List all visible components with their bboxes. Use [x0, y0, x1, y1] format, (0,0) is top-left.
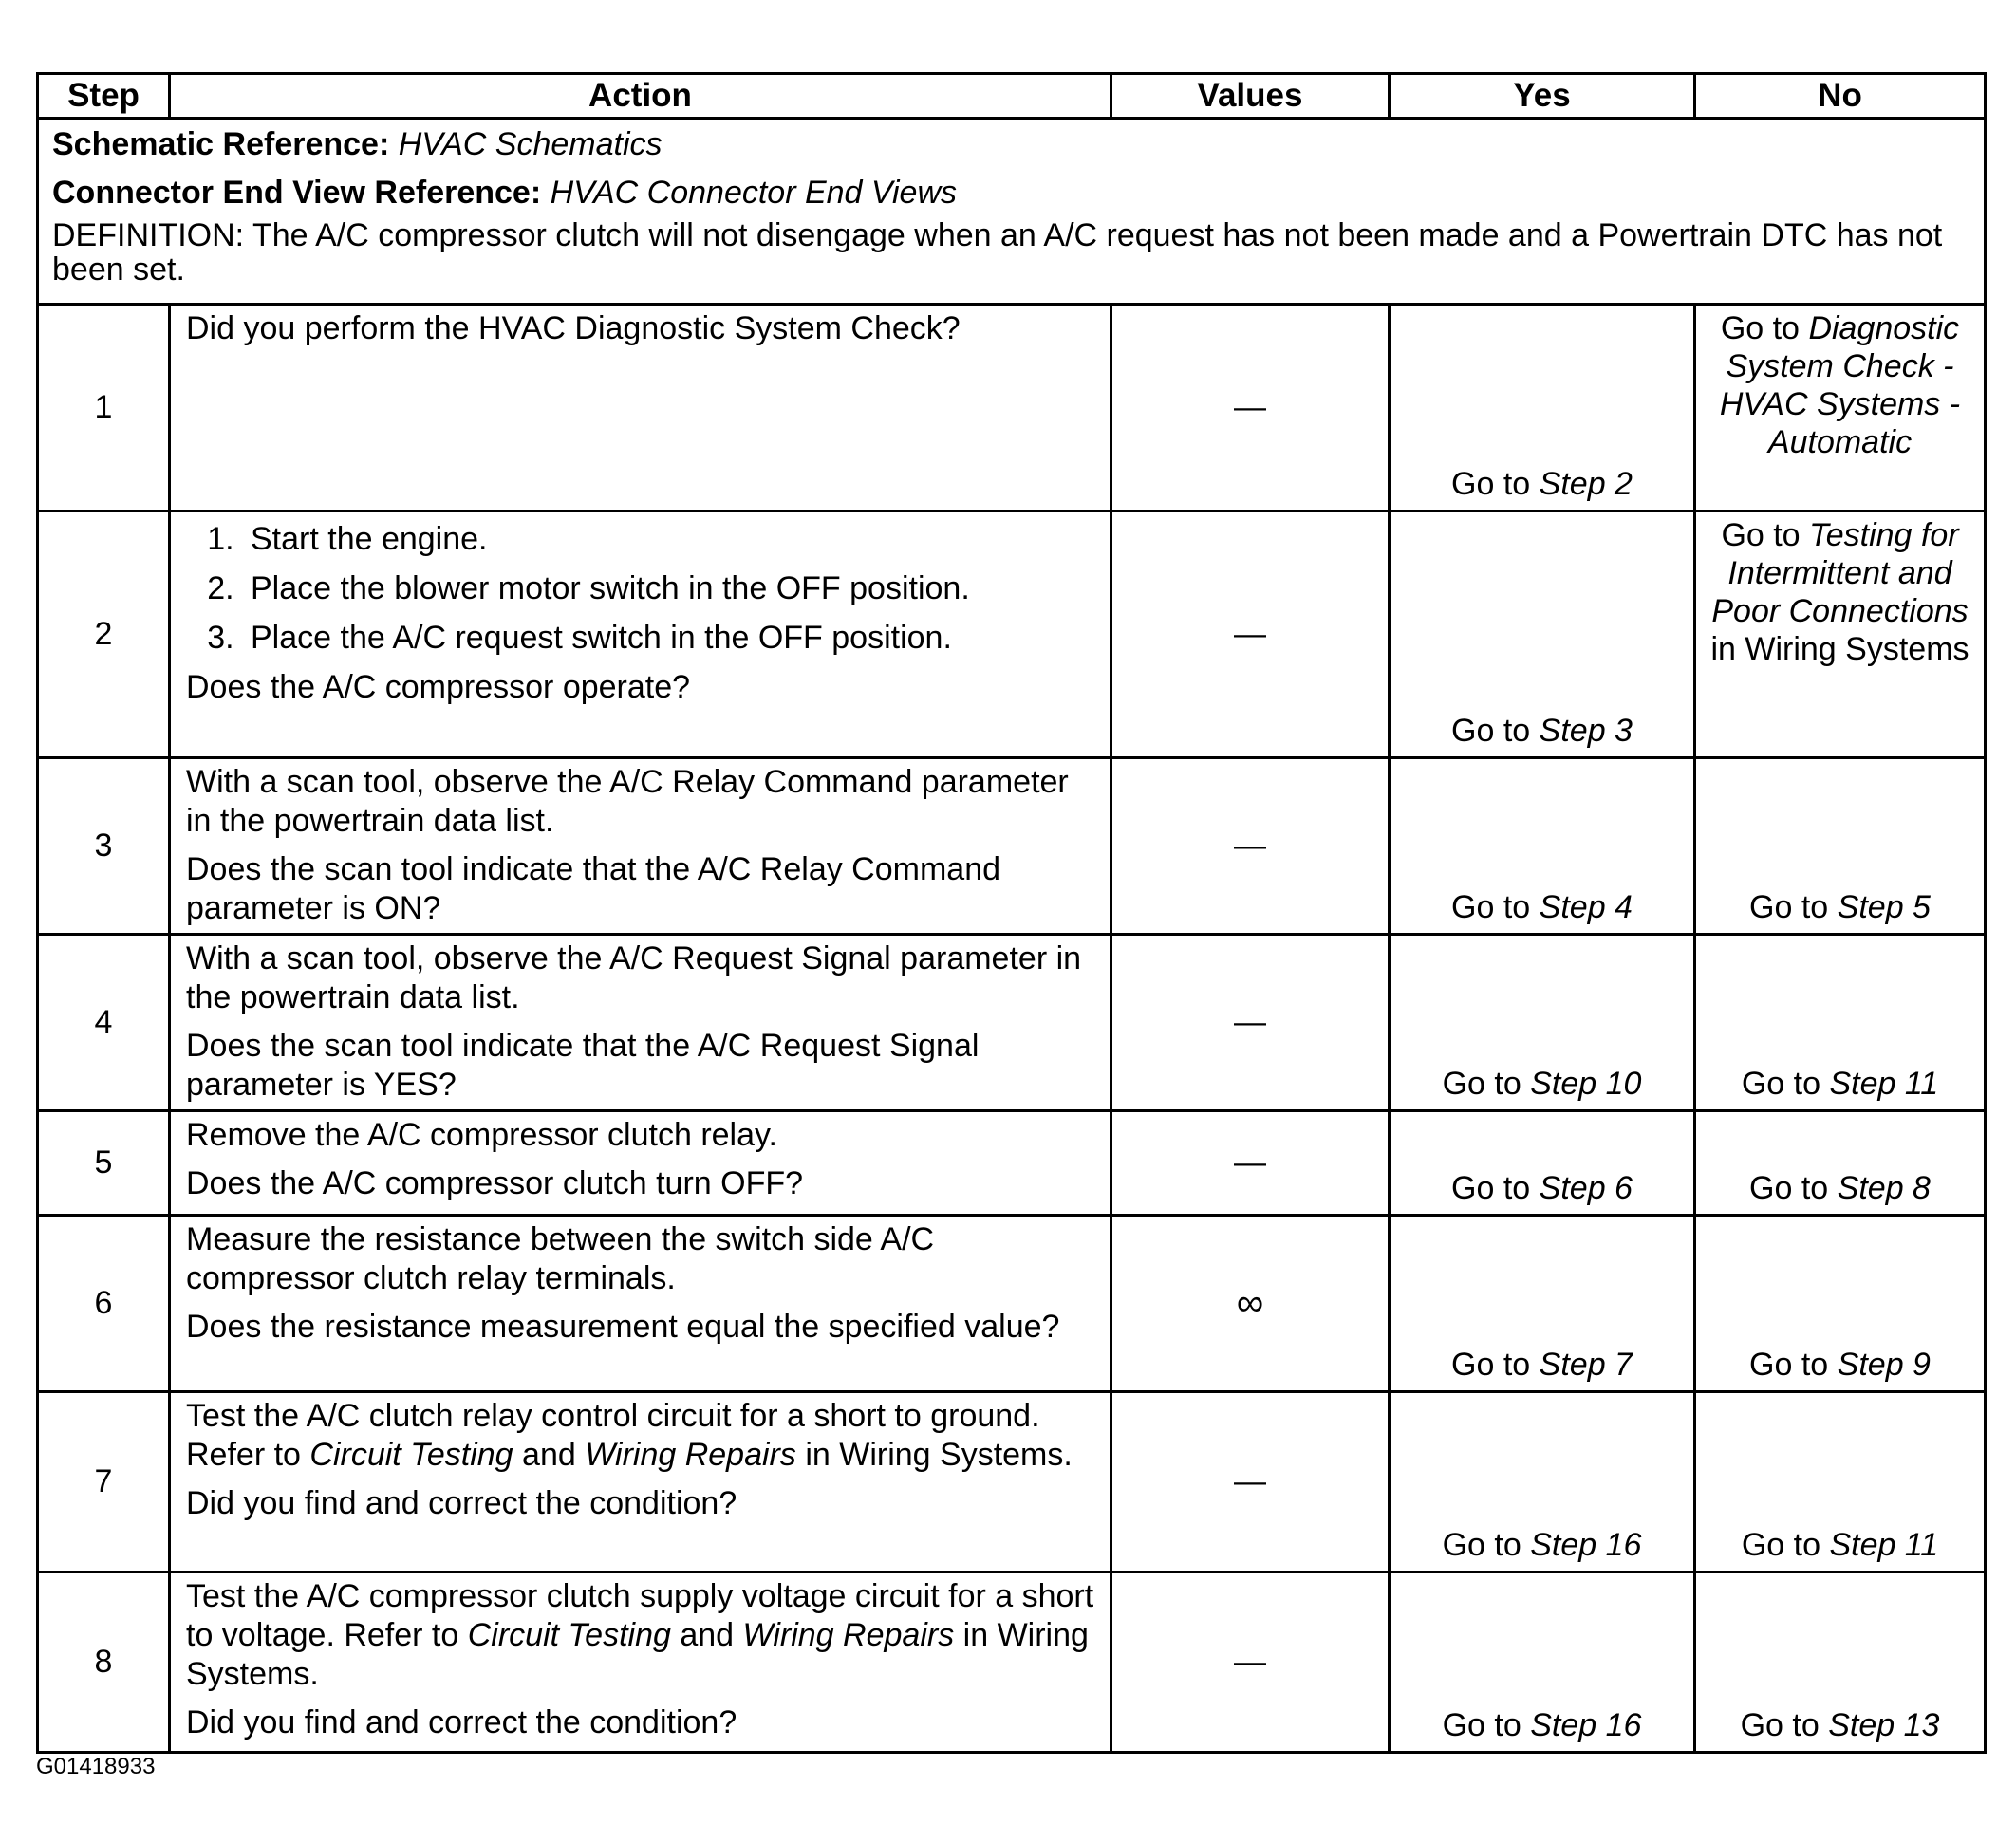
value-cell: —: [1111, 512, 1390, 758]
goto-label: Go to: [1451, 1347, 1531, 1383]
goto-label: Go to: [1741, 1066, 1821, 1102]
action-cell: [170, 1216, 1111, 1392]
yes-cell: [1390, 305, 1695, 512]
action-text: Did you perform the HVAC Diagnostic System Check?: [186, 310, 961, 346]
list-item: 3. Place the A/C request switch in the OFF position.: [243, 619, 1096, 658]
action-text-part: Test the A/C clutch relay control circuit for a short to ground. Refer to: [186, 1398, 1040, 1473]
header-row: [38, 74, 1986, 119]
value-cell: —: [1111, 758, 1390, 935]
action-text: Remove the A/C compressor clutch relay.: [186, 1117, 777, 1153]
goto-label: Go to: [1749, 889, 1829, 925]
goto-label: Go to: [1721, 517, 1801, 553]
goto-label: Go to: [1749, 1347, 1829, 1383]
table-row: [38, 1111, 1986, 1216]
circuit-testing-link[interactable]: Circuit Testing: [467, 1617, 671, 1653]
yes-link[interactable]: Step 2: [1539, 466, 1633, 502]
header-action: Action: [170, 74, 1111, 119]
value-cell: ∞: [1111, 1216, 1390, 1392]
header-step: Step: [38, 74, 170, 119]
goto-label: Go to: [1451, 713, 1531, 749]
yes-cell: [1390, 1572, 1695, 1753]
goto-label: Go to: [1451, 466, 1531, 502]
schematic-reference: [52, 125, 1970, 164]
connector-reference-link[interactable]: HVAC Connector End Views: [550, 175, 957, 211]
yes-link[interactable]: Step 7: [1539, 1347, 1633, 1383]
table-row: [38, 758, 1986, 935]
value-cell: —: [1111, 305, 1390, 512]
no-link[interactable]: Testing for Intermittent and Poor Connections: [1711, 517, 1969, 629]
header-no: No: [1695, 74, 1986, 119]
no-link[interactable]: Diagnostic System Check - HVAC Systems - Automatic: [1719, 310, 1961, 460]
action-cell: [170, 1572, 1111, 1753]
goto-label: Go to: [1451, 889, 1531, 925]
value-cell: —: [1111, 1392, 1390, 1572]
action-text-part: in Wiring Systems.: [805, 1437, 1073, 1473]
step-number: 5: [38, 1111, 170, 1216]
table-row: [38, 305, 1986, 512]
action-cell: [170, 1392, 1111, 1572]
action-question: Does the resistance measurement equal the specified value?: [186, 1309, 1060, 1345]
action-question: Does the scan tool indicate that the A/C Relay Command parameter is ON?: [186, 851, 1001, 926]
action-cell: [170, 1111, 1111, 1216]
action-cell: [170, 935, 1111, 1111]
step-number: 6: [38, 1216, 170, 1392]
no-link[interactable]: Step 5: [1837, 889, 1931, 925]
goto-label: Go to: [1741, 1527, 1821, 1563]
no-cell: [1695, 758, 1986, 935]
wiring-repairs-link[interactable]: Wiring Repairs: [742, 1617, 955, 1653]
no-link[interactable]: Step 9: [1837, 1347, 1931, 1383]
action-text-and: and: [522, 1437, 576, 1473]
no-cell: [1695, 1111, 1986, 1216]
goto-label: Go to: [1442, 1066, 1521, 1102]
action-cell: [170, 305, 1111, 512]
action-text-part: in Wiring Systems.: [186, 1617, 1089, 1692]
value-cell: —: [1111, 1111, 1390, 1216]
list-item: 2. Place the blower motor switch in the OFF position.: [243, 569, 1096, 608]
step-number: 3: [38, 758, 170, 935]
table-row: [38, 1216, 1986, 1392]
diagnostic-table: [36, 72, 1987, 1754]
no-link[interactable]: Step 8: [1837, 1170, 1931, 1206]
no-cell: [1695, 512, 1986, 758]
table-row: [38, 1572, 1986, 1753]
yes-link[interactable]: Step 16: [1530, 1527, 1642, 1563]
yes-cell: [1390, 1216, 1695, 1392]
reference-cell: [38, 119, 1986, 305]
circuit-testing-link[interactable]: Circuit Testing: [309, 1437, 513, 1473]
yes-link[interactable]: Step 3: [1539, 713, 1633, 749]
action-question: Did you find and correct the condition?: [186, 1704, 737, 1740]
yes-cell: [1390, 1111, 1695, 1216]
diagnostic-table-container: [36, 72, 1984, 1754]
action-text-part: Test the A/C compressor clutch supply voltage circuit for a short to voltage. Refer to: [186, 1578, 1094, 1653]
schematic-reference-label: Schematic Reference:: [52, 126, 390, 162]
yes-link[interactable]: Step 10: [1530, 1066, 1642, 1102]
action-text: Measure the resistance between the switch side A/C compressor clutch relay terminals.: [186, 1221, 935, 1296]
step-number: 7: [38, 1392, 170, 1572]
wiring-repairs-link[interactable]: Wiring Repairs: [585, 1437, 796, 1473]
action-text: [186, 1397, 1096, 1475]
no-suffix: in Wiring Systems: [1710, 631, 1969, 667]
action-question: Does the A/C compressor clutch turn OFF?: [186, 1165, 804, 1201]
step-number: 1: [38, 305, 170, 512]
yes-link[interactable]: Step 6: [1539, 1170, 1633, 1206]
action-question: Did you find and correct the condition?: [186, 1485, 737, 1521]
goto-label: Go to: [1451, 1170, 1531, 1206]
no-cell: [1695, 1572, 1986, 1753]
no-link[interactable]: Step 13: [1828, 1707, 1940, 1743]
goto-label: Go to: [1442, 1527, 1521, 1563]
yes-cell: [1390, 512, 1695, 758]
action-cell: [170, 512, 1111, 758]
action-text: [186, 1577, 1096, 1694]
definition-text: DEFINITION: The A/C compressor clutch will not disengage when an A/C request has not been made and a Powertrain DTC has not been set.: [52, 217, 1943, 288]
step-number: 2: [38, 512, 170, 758]
yes-cell: [1390, 758, 1695, 935]
reference-row: [38, 119, 1986, 305]
action-text: With a scan tool, observe the A/C Request Signal parameter in the powertrain data list.: [186, 940, 1082, 1015]
no-link[interactable]: Step 11: [1829, 1066, 1939, 1102]
action-question: Does the scan tool indicate that the A/C Request Signal parameter is YES?: [186, 1028, 980, 1103]
yes-link[interactable]: Step 16: [1530, 1707, 1642, 1743]
yes-cell: [1390, 1392, 1695, 1572]
step-number: 4: [38, 935, 170, 1111]
action-question: Does the A/C compressor operate?: [186, 669, 691, 705]
no-cell: [1695, 935, 1986, 1111]
list-item: 1. Start the engine.: [243, 520, 1096, 559]
schematic-reference-link[interactable]: HVAC Schematics: [398, 126, 663, 162]
value-cell: —: [1111, 935, 1390, 1111]
action-steps-list: [186, 520, 1096, 658]
table-row: [38, 1392, 1986, 1572]
no-cell: [1695, 1392, 1986, 1572]
yes-cell: [1390, 935, 1695, 1111]
yes-link[interactable]: Step 4: [1539, 889, 1633, 925]
table-row: [38, 935, 1986, 1111]
no-link[interactable]: Step 11: [1829, 1527, 1939, 1563]
value-cell: —: [1111, 1572, 1390, 1753]
action-text-and: and: [680, 1617, 735, 1653]
action-cell: [170, 758, 1111, 935]
header-yes: Yes: [1390, 74, 1695, 119]
goto-label: Go to: [1720, 310, 1800, 346]
header-values: Values: [1111, 74, 1390, 119]
table-row: [38, 512, 1986, 758]
connector-reference-label: Connector End View Reference:: [52, 175, 542, 211]
no-cell: [1695, 1216, 1986, 1392]
connector-reference: [52, 174, 1970, 213]
no-cell: [1695, 305, 1986, 512]
figure-code: G01418933: [36, 1754, 156, 1779]
goto-label: Go to: [1740, 1707, 1820, 1743]
step-number: 8: [38, 1572, 170, 1753]
action-text: With a scan tool, observe the A/C Relay Command parameter in the powertrain data list.: [186, 764, 1069, 839]
goto-label: Go to: [1442, 1707, 1521, 1743]
goto-label: Go to: [1749, 1170, 1829, 1206]
